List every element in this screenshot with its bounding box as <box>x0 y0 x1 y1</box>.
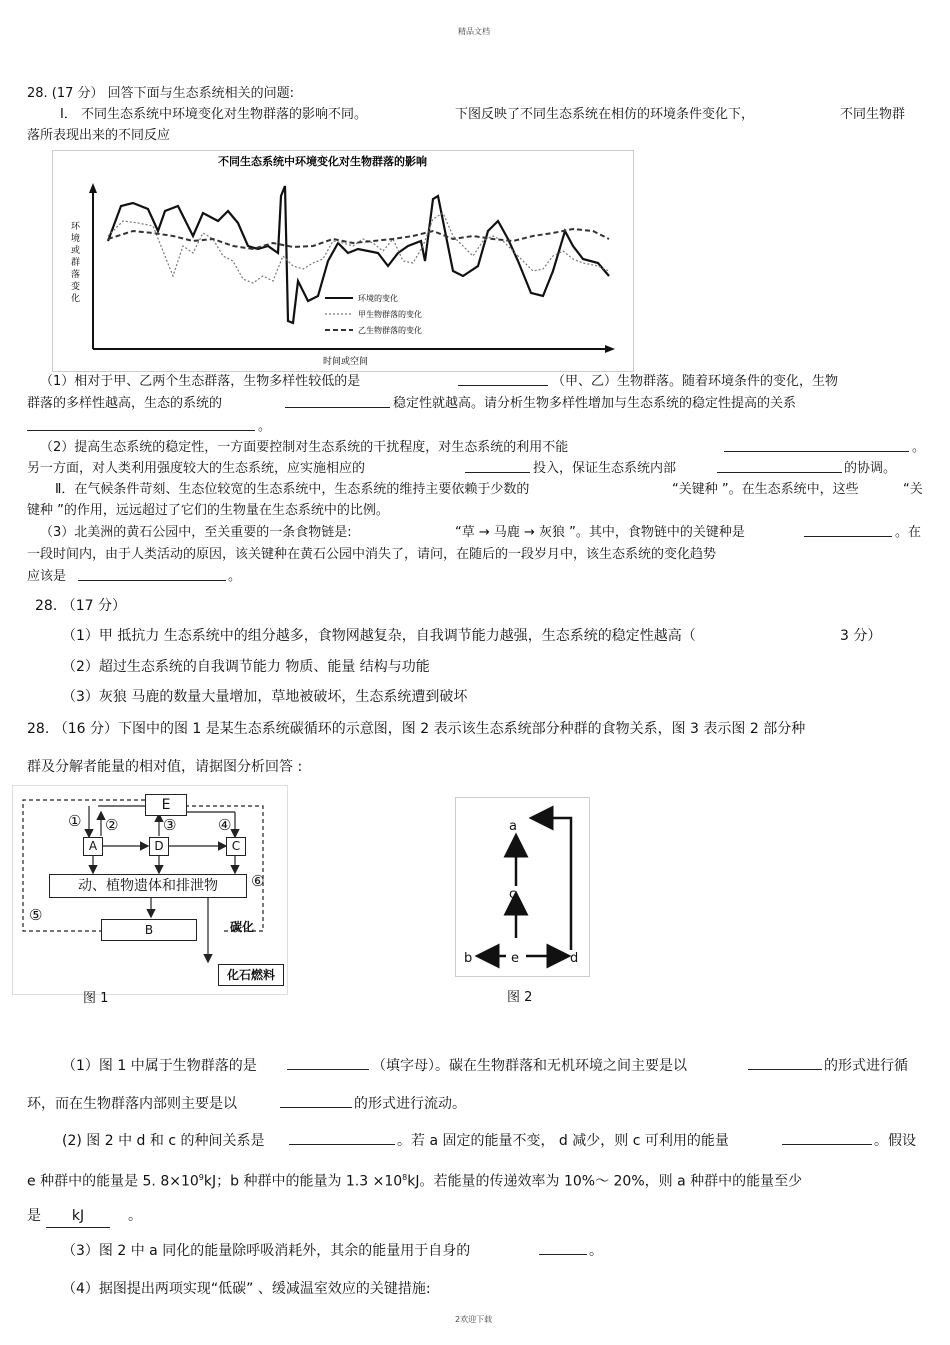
figure-2-caption: 图 2 <box>507 990 533 1005</box>
page-footer: 2欢迎下载 <box>455 1315 493 1324</box>
node-d: D <box>149 837 169 856</box>
q1-part3-text: 一段时间内，由于人类活动的原因，该关键种在黄石公园中消失了，请问，在随后的一段岁月中，该生态系统的变化趋势 <box>27 547 717 562</box>
q2-part3-text: （3）图 2 中 a 同化的能量除呼吸消耗外，其余的能量用于自身的 <box>62 1243 471 1259</box>
figure-2 <box>455 797 590 977</box>
question-title: 28. (17 分） 回答下面与生态系统相关的问题: <box>27 86 295 101</box>
q1-part3-text: （3）北美洲的黄石公园中，至关重要的一条食物链是: <box>40 525 352 540</box>
label-carbonize: 碳化 <box>230 920 255 934</box>
q2-part2-answer-blank[interactable] <box>46 1205 110 1228</box>
label-5: ⑤ <box>29 906 43 924</box>
q2-part1-text: 环，而在生物群落内部则主要是以 <box>27 1096 237 1112</box>
q2-part1-blank-1[interactable] <box>287 1055 369 1077</box>
question2-title: 28. （16 分）下图中的图 1 是某生态系统碳循环的示意图，图 2 表示该生态系统部分种群的食物关系，图 3 表示图 2 部分种 <box>27 721 806 737</box>
answer-line-3: （3）灰狼 马鹿的数量大量增加，草地被破坏，生态系统遭到破坏 <box>62 689 468 705</box>
y-axis-label <box>71 221 81 304</box>
superscript: 9 <box>198 1173 204 1182</box>
superscript: 8 <box>402 1173 408 1182</box>
q1-part3-blank-1[interactable] <box>804 522 892 545</box>
node-d-label: d <box>570 951 579 966</box>
node-b-label: b <box>464 951 473 966</box>
y-label-char-1: 环 <box>71 222 81 232</box>
q1-part2-text: 。 <box>912 440 926 455</box>
y-axis-arrow <box>89 183 97 193</box>
figure-1-caption: 图 1 <box>83 991 109 1006</box>
intro-text: 下图反映了不同生态系统在相仿的环境条件变化下， <box>455 107 755 122</box>
q1-part2-text: 投入，保证生态系统内部 <box>533 461 677 476</box>
q1-part2-text: （2）提高生态系统的稳定性，一方面要控制对生态系统的干扰程度，对生态系统的利用不能 <box>40 440 569 455</box>
q1-section2-text: Ⅱ．在气候条件苛刻、生态位较宽的生态系统中，生态系统的维持主要依赖于少数的 <box>55 482 530 497</box>
answer-line-1: （1）甲 抵抗力 生态系统中的组分越多，食物网越复杂，自我调节能力越强，生态系统的稳定性越高（ <box>62 628 696 644</box>
q2-part1-text: （填字母）。碳在生物群落和无机环境之间主要是以 <box>372 1058 687 1074</box>
label-3: ③ <box>163 816 177 834</box>
q1-part3-text: 应该是 <box>27 569 67 584</box>
q1-part3-text: 。 <box>228 569 242 584</box>
answer-title: 28. （17 分） <box>35 598 126 614</box>
node-e: E <box>145 794 187 816</box>
q1-section2-text: “关 <box>903 482 923 497</box>
answer-line-2: （2）超过生态系统的自我调节能力 物质、能量 结构与功能 <box>62 659 430 675</box>
node-remains: 动、植物遗体和排泄物 <box>49 874 247 898</box>
q1-part3-text: 。在 <box>895 525 922 540</box>
node-a: A <box>83 837 103 856</box>
q1-part1-text: 群落的多样性越高，生态的系统的 <box>27 396 223 411</box>
q2-part2-text: kJ。若能量的传递效率为 10%～ 20%，则 a 种群中的能量至少 <box>407 1173 803 1190</box>
label-1: ① <box>68 812 82 830</box>
q2-part2-text: kJ；b 种群中的能量为 1.3 ×10 <box>203 1173 403 1190</box>
legend-label-community-b: 乙生物群落的变化 <box>358 326 422 335</box>
q1-part2-text: 的协调。 <box>844 461 897 476</box>
q2-part2-blank-1[interactable] <box>289 1130 395 1152</box>
label-4: ④ <box>218 816 232 834</box>
question2-title: 群及分解者能量的相对值，请据图分析回答 : <box>27 759 303 775</box>
intro-text: 不同生物群 <box>840 107 906 122</box>
line-chart-figure <box>52 150 634 372</box>
chart-title: 不同生态系统中环境变化对生物群落的影响 <box>218 155 427 168</box>
y-label-char-5: 落 <box>71 270 81 280</box>
page-header: 精品文档 <box>458 27 490 36</box>
q2-part1-text: （1）图 1 中属于生物群落的是 <box>62 1058 257 1074</box>
q1-section2-text: “关键种 ”。在生态系统中，这些 <box>672 482 859 497</box>
q1-part1-text: （甲、乙）生物群落。随着环境条件的变化，生物 <box>552 374 839 389</box>
node-e-label: e <box>511 951 519 966</box>
arrow-d-to-a <box>536 818 571 950</box>
q1-part2-blank-1[interactable] <box>724 437 909 460</box>
node-b: B <box>101 919 197 941</box>
q2-part2-text: (2) 图 2 中 d 和 c 的种间关系是 <box>62 1133 265 1149</box>
q2-part1-blank-2[interactable] <box>748 1055 822 1077</box>
q2-part2-text: 。 <box>128 1208 142 1224</box>
node-a-label: a <box>509 819 517 834</box>
q2-part3-blank[interactable] <box>539 1240 587 1262</box>
label-2: ② <box>105 816 119 834</box>
q2-part2-text: 。假设 <box>874 1133 916 1149</box>
q1-part1-text: （1）相对于甲、乙两个生态群落，生物多样性较低的是 <box>40 374 361 389</box>
q1-part1-text: 。 <box>258 419 272 434</box>
q1-part2-text: 另一方面，对人类利用强度较大的生态系统，应实施相应的 <box>27 461 366 476</box>
q2-part3-text: 。 <box>589 1243 603 1259</box>
label-6: ⑥ <box>251 872 265 890</box>
line-chart <box>53 151 633 371</box>
intro-text: 落所表现出来的不同反应 <box>27 128 171 143</box>
q1-part3-text: “草 → 马鹿 → 灰狼 ”。其中，食物链中的关键种是 <box>455 525 745 540</box>
q1-part1-blank-1[interactable] <box>458 371 548 394</box>
q2-part2-text: 。若 a 固定的能量不变， d 减少，则 c 可利用的能量 <box>397 1133 729 1149</box>
node-fossil-fuel: 化石燃料 <box>218 964 284 986</box>
x-axis-label: 时间或空间 <box>323 357 369 367</box>
q2-part2-unit: kJ <box>71 1208 85 1224</box>
y-label-char-3: 或 <box>71 246 81 256</box>
legend-label-environment: 环境的变化 <box>358 294 398 303</box>
y-label-char-7: 化 <box>71 294 81 304</box>
y-label-char-2: 境 <box>71 234 81 244</box>
y-label-char-4: 群 <box>71 258 81 268</box>
x-axis-arrow <box>605 345 615 353</box>
q2-part2-line2 <box>27 1167 802 1193</box>
chart-legend <box>325 293 422 335</box>
q2-part1-blank-3[interactable] <box>280 1093 352 1115</box>
q2-part1-text: 的形式进行循 <box>824 1058 908 1074</box>
q1-part1-blank-3[interactable] <box>27 416 255 439</box>
node-c: C <box>226 837 246 856</box>
q1-section2-text: 键种 ”的作用，远远超过了它们的生物量在生态系统中的比例。 <box>27 503 389 518</box>
answer-line-1-score: 3 分） <box>840 628 882 644</box>
intro-text: Ⅰ． 不同生态系统中环境变化对生物群落的影响不同。 <box>60 107 367 122</box>
q1-part3-blank-2[interactable] <box>78 566 226 589</box>
q1-part2-blank-3[interactable] <box>717 458 842 481</box>
q1-part1-text: 稳定性就越高。请分析生物多样性增加与生态系统的稳定性提高的关系 <box>393 396 797 411</box>
node-c-label: c <box>509 887 517 902</box>
legend-label-community-a: 甲生物群落的变化 <box>358 310 422 319</box>
q2-part2-text: 是 <box>27 1208 41 1224</box>
q2-part2-blank-2[interactable] <box>782 1130 872 1152</box>
q2-part1-text: 的形式进行流动。 <box>354 1096 466 1112</box>
figure-1 <box>12 785 288 995</box>
q1-part2-blank-2[interactable] <box>465 458 530 481</box>
q2-part4-text: （4）据图提出两项实现“低碳” 、缓减温室效应的关键措施: <box>62 1281 431 1297</box>
y-label-char-6: 变 <box>71 282 81 292</box>
q2-part2-text: e 种群中的能量是 5. 8×10 <box>27 1173 199 1190</box>
q1-part1-blank-2[interactable] <box>285 393 390 416</box>
